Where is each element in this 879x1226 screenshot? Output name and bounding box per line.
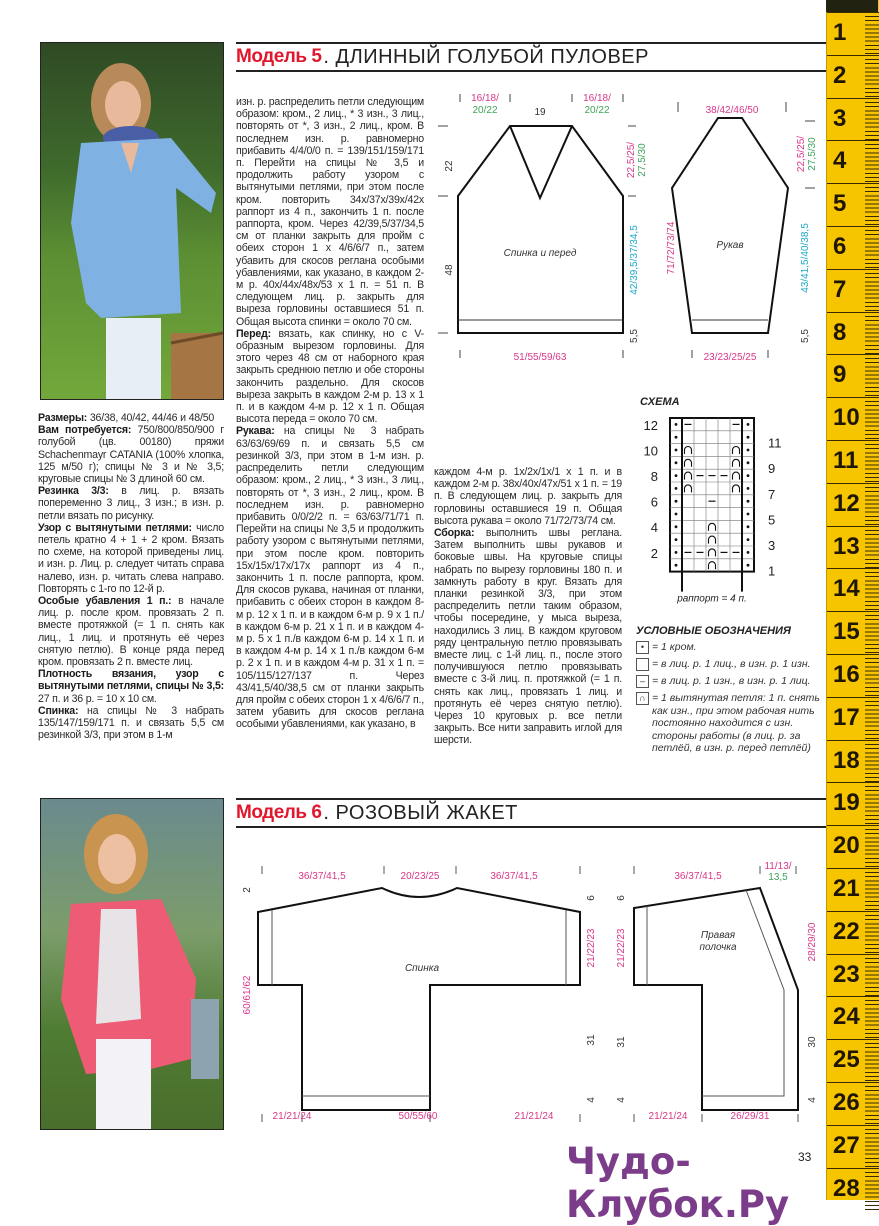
ruler-cell	[827, 911, 879, 954]
dim-top: 38/42/46/50	[705, 105, 759, 116]
selvage-dot-icon: •	[636, 641, 649, 654]
ruler-cell	[827, 782, 879, 825]
ruler-cell	[827, 868, 879, 911]
dim-right-mid: 43/41,5/40/38,5	[800, 223, 811, 293]
paragraph: каждом 4-м р. 1х/2х/1х/1 х 1 п. и в каждом 2-м р. 38х/40х/47х/51 х 1 п. = 19 п. В следующем лиц. р. закрыть для горловины оставшиеся 19 п. Общая высота рукава = около 71/72/73/74 см.	[434, 466, 622, 527]
pattern-label: Спинка	[404, 963, 440, 974]
dim-right-low: 5,5	[629, 329, 640, 343]
selvage-dot-icon	[675, 564, 678, 567]
row-number: 8	[650, 469, 658, 484]
ruler-number: 9	[833, 361, 847, 389]
selvage-dot-icon	[747, 423, 750, 426]
selvage-dot-icon	[747, 436, 750, 439]
legend	[636, 625, 826, 759]
selvage-dot-icon	[675, 551, 678, 554]
ruler-number: 5	[833, 190, 847, 218]
paragraph: Размеры: 36/38, 40/42, 44/46 и 48/50	[38, 412, 215, 424]
dim-right-band: 4	[807, 1097, 818, 1103]
front-outline	[634, 888, 798, 1110]
ruler-number: 13	[833, 532, 860, 560]
elongated-loop-icon: ∩	[636, 692, 649, 705]
site-watermark: Чудо-Клубок.Ру	[566, 1140, 790, 1226]
ruler-ticks	[865, 612, 879, 654]
dim-right-upper-2: 27,5/30	[807, 137, 818, 171]
dim-right-body: 31	[586, 1034, 597, 1046]
ruler-cell	[827, 354, 879, 397]
ruler-ticks	[865, 527, 879, 569]
ruler-number: 19	[833, 789, 860, 817]
dim-right-mid: 42/39,5/37/34,5	[629, 225, 640, 295]
ruler-cell	[827, 740, 879, 783]
paragraph: Особые убавления 1 п.: в начале лиц. р. после кром. провязать 2 п. вместе протяжкой (= 1 п. снять как лиц., 1 лиц. и протянуть её через снятую петлю). В конце ряда перед кром. провязать 2 п. вместе лиц.	[38, 595, 224, 669]
ruler-cell	[827, 55, 879, 98]
ruler-cell	[827, 825, 879, 868]
dim-bottom-left: 21/21/24	[648, 1111, 688, 1122]
ruler-ticks	[865, 99, 879, 141]
dim-total-height: 60/61/62	[242, 975, 253, 1015]
model5-title: . ДЛИННЫЙ ГОЛУБОЙ ПУЛОВЕР	[323, 45, 649, 68]
ruler-number: 7	[833, 275, 847, 303]
paragraph: Сборка: выполнить швы реглана. Затем выполнить швы рукавов и боковые швы. На круговые спицы набрать по вырезу горловины 180 п. и замкнуть работу в круг. Вязать для планки резинкой 3/3, при этом распределить петли таким образом, чтобы посередине, у мыса выреза, находились 3 лиц. В каждом круговом ряду центральную петлю провязывать вместе лиц. с 1-й лиц. п., после этого получившуюся петлю провязывать вместе с 3-й лиц. п. протяжкой (= 1 п. снять как лиц., провязать 1 лиц. и протянуть её через снятую петлю). Через 10 круговых р. все петли закрыть. Все нити заправить иглой для шерсти.	[434, 527, 622, 747]
right-front-pattern-diagram	[610, 860, 826, 1125]
dim-right-upper-2: 27,5/30	[637, 143, 648, 177]
page-number: 33	[798, 1150, 812, 1164]
dim-bottom-left: 21/21/24	[272, 1111, 312, 1122]
selvage-dot-icon	[675, 423, 678, 426]
ruler-cell	[827, 1082, 879, 1125]
model6-title-bar	[236, 798, 826, 828]
chart-title: СХЕМА	[640, 396, 680, 408]
paragraph: Спинка: на спицы № 3 набрать 135/147/159/171 п. и связать 5,5 см резинкой 3/3, при этом в 1-м	[38, 704, 224, 742]
dim-left-upper: 22	[444, 160, 455, 172]
row-number: 4	[650, 520, 658, 536]
dim-neck-width: 19	[534, 107, 546, 118]
ruler-ticks	[865, 869, 879, 911]
dim-top-left: 36/37/41,5	[298, 871, 346, 882]
ruler-cell	[827, 954, 879, 997]
ruler-number: 28	[833, 1174, 860, 1202]
model6-photo	[40, 798, 224, 1130]
selvage-dot-icon	[747, 564, 750, 567]
selvage-dot-icon	[747, 487, 750, 490]
ruler-cell	[827, 183, 879, 226]
dim-right-upper: 28/29/30	[807, 922, 818, 962]
ruler-number: 24	[833, 1003, 860, 1031]
ruler-cell	[827, 269, 879, 312]
body-outline	[458, 126, 623, 333]
dim-right-low: 5,5	[800, 329, 811, 343]
ruler-cell	[827, 140, 879, 183]
selvage-dot-icon	[747, 474, 750, 477]
ruler-ticks	[865, 826, 879, 868]
row-number: 6	[650, 494, 658, 510]
ruler-number: 21	[833, 875, 860, 902]
selvage-dot-icon	[675, 538, 678, 541]
model5-photo	[40, 42, 224, 400]
ruler-ticks	[865, 441, 879, 483]
back-pattern-diagram	[232, 860, 612, 1125]
ruler-cell	[827, 397, 879, 440]
selvage-dot-icon	[675, 500, 678, 503]
pattern-label: Спинка и перед	[503, 248, 577, 259]
selvage-dot-icon	[747, 513, 750, 516]
ruler-cell	[827, 12, 879, 55]
ruler-ticks	[865, 313, 879, 355]
ruler-number: 3	[833, 104, 847, 132]
dim-top-left-1: 16/18/	[471, 93, 499, 104]
row-number: 9	[768, 461, 776, 477]
legend-item: = в лиц. р. 1 лиц., в изн. р. 1 изн.	[636, 658, 826, 671]
dim-top-right-2: 20/22	[584, 105, 610, 116]
ruler-ticks	[865, 741, 879, 783]
ruler-cell	[827, 312, 879, 355]
model6-number: Модель 6	[236, 802, 322, 823]
ruler-ticks	[865, 141, 879, 183]
ruler-ticks	[865, 1040, 879, 1082]
dim-top-left: 36/37/41,5	[674, 871, 722, 882]
paragraph: Плотность вязания, узор с вытянутыми петлями, спицы № 3,5: 27 п. и 36 р. = 10 х 10 см.	[38, 668, 224, 705]
dim-bottom-mid: 50/55/60	[398, 1111, 438, 1122]
paragraph: Рукава: на спицы № 3 набрать 63/63/69/69 п. и связать 5,5 см резинкой 3/3, при этом в 1-м изн. р. распределить петли следующим образом: кром., 2 лиц., * 3 изн., 3 лиц., повторять от *, 3 изн., 2 лиц., кром. В последнем изн. р. равномерно прибавить 0/0/2/2 п. = 63/63/71/71 п. Перейти на спицы № 3,5 и продолжить работу узором с вытянутыми петлями, при этом после кром. повторить 15х/15х/17х/17х раппорт из 4 п., закончить 1 п. после раппорта, кром. Для скосов рукава, начиная от планки, прибавить с обеих сторон в каждом 8-м р. 12 х 1 п. и в каждом 6-м р. 9 х 1 п./в каждом 6-м р. 21 х 1 п. и в каждом 4-м р. 5 х 1 п./в каждом 6-м р. 14 х 1 п. и в каждом 4-м р. 14 х 1 п./в каждом 6-м р. 2 х 1 п. и в каждом 4-м р. 31 х 1 п. = 105/115/127/137 п. Через 43/41,5/40/38,5 см от планки закрыть для пройм с обеих сторон 1 х 4/6/6/7 п., затем убавить для скосов реглана особыми убавлениями, как указано, в	[236, 425, 424, 731]
ruler-ticks	[865, 783, 879, 825]
ruler-number: 26	[833, 1089, 860, 1116]
paragraph: Узор с вытянутыми петлями: число петель кратно 4 + 1 + 2 кром. Вязать по схеме, на которой приведены лиц. и изн. р. Лиц. р. следует читать справа налево, изн. р. читать слева направо. Повторять с 1-го по 12-й р.	[38, 521, 224, 595]
row-number: 7	[768, 486, 776, 502]
ruler-number: 14	[833, 575, 860, 603]
ruler-number: 6	[833, 233, 847, 260]
ruler-number: 25	[833, 1046, 860, 1074]
ruler-number: 20	[833, 832, 860, 860]
dim-right-top: 6	[586, 895, 597, 901]
paragraph: изн. р. распределить петли следующим образом: кром., 2 лиц., * 3 изн., 3 лиц., повторять от *, 3 изн., 2 лиц., кром. В последнем изн. р. равномерно прибавить 4/4/0/0 п. = 139/151/159/171 п. Перейти на спицы № 3,5 и продолжить работу узором с вытянутыми петлями, при этом после кром. повторить 34х/37х/39х/42х раппорт из 4 п., закончить 1 п. после раппорта, кром. Через 42/39,5/37/34,5 см от планки закрыть для пройм с обеих сторон 1 х 4/6/6/7 п., затем убавить для скосов реглана особыми убавлениями, как указано, в каждом 2-м р. 40х/44х/48х/53 х 1 п. = 51 п. В следующем лиц. р. закрыть для выреза горловины оставшиеся 51 п. Общая высота спинки = около 70 см.	[236, 96, 425, 328]
ruler-number: 2	[833, 61, 847, 89]
dim-neck-depth: 2	[242, 887, 253, 893]
selvage-dot-icon	[675, 449, 678, 452]
dim-right-upper-1: 22,5/25/	[796, 135, 807, 173]
paragraph: Резинка 3/3: в лиц. р. вязать попеременно 3 лиц., 3 изн.; в изн. р. петли вязать по рисунку.	[38, 485, 224, 522]
ruler-cell	[827, 611, 879, 654]
dim-top-right-1: 11/13/	[764, 861, 792, 872]
dim-top-right-2: 13,5	[768, 872, 788, 883]
ruler-cell	[827, 526, 879, 569]
pattern-label-1: Правая	[700, 930, 736, 941]
ruler-top-cap	[826, 0, 878, 12]
body-pattern-diagram	[430, 88, 648, 368]
dim-right-sleeve: 21/22/23	[586, 928, 597, 968]
ruler-number: 16	[833, 661, 860, 688]
ruler-ticks	[865, 184, 879, 226]
ruler-number: 15	[833, 618, 860, 646]
ruler-number: 17	[833, 703, 860, 731]
model5-text-col2	[236, 96, 424, 731]
dim-right-upper-1: 22,5/25/	[626, 141, 637, 179]
dim-bottom-right: 26/29/31	[730, 1111, 770, 1122]
dim-right-lower: 30	[807, 1036, 818, 1048]
paragraph: Перед: вязать, как спинку, но с V-образным вырезом горловины. Для этого через 48 см от наборного края закрыть среднюю петлю и обе стороны закончить раздельно. Для скосов выреза закрыть в каждом 2-м р. 13 х 1 п. и в каждом 4-м р. 12 х 1 п. Общая высота переда = около 70 см.	[236, 327, 424, 426]
woman-pink-jacket-illustration	[41, 799, 223, 1129]
ruler-cell	[827, 226, 879, 269]
sleeve-outline	[672, 118, 788, 333]
ruler-ticks	[865, 484, 879, 526]
dim-neck: 20/23/25	[400, 871, 440, 882]
v-neck-line	[510, 126, 572, 198]
woman-blue-sweater-illustration	[41, 43, 223, 399]
ruler-ticks	[865, 655, 879, 697]
ruler-ticks	[865, 355, 879, 397]
ruler-number: 22	[833, 917, 860, 945]
ruler-ticks	[865, 1083, 879, 1125]
selvage-dot-icon	[747, 525, 750, 528]
dim-top-right: 36/37/41,5	[490, 871, 538, 882]
ruler-number: 11	[833, 447, 859, 474]
model5-number: Модель 5	[236, 46, 322, 67]
ruler-number: 18	[833, 746, 860, 774]
back-outline	[258, 888, 580, 1110]
row-number: 2	[650, 545, 658, 561]
selvage-dot-icon	[747, 538, 750, 541]
ruler-ticks	[865, 698, 879, 740]
selvage-dot-icon	[747, 461, 750, 464]
sleeve-pattern-diagram	[640, 88, 826, 368]
ruler-ticks	[865, 56, 879, 98]
selvage-dot-icon	[675, 474, 678, 477]
dim-left-lower: 48	[444, 264, 455, 276]
model5-text-col3	[434, 466, 622, 747]
legend-item: – = в лиц. р. 1 изн., в изн. р. 1 лиц.	[636, 675, 826, 688]
legend-item: • = 1 кром.	[636, 641, 826, 654]
dim-bottom-right: 21/21/24	[514, 1111, 554, 1122]
selvage-dot-icon	[675, 487, 678, 490]
measuring-tape-ruler	[826, 0, 879, 1200]
dim-left-body: 31	[616, 1036, 627, 1048]
dim-left-sleeve: 21/22/23	[616, 928, 627, 968]
ruler-number: 8	[833, 318, 847, 346]
ruler-ticks	[865, 912, 879, 954]
ruler-ticks	[865, 955, 879, 997]
ruler-number: 12	[833, 489, 860, 517]
model6-title: . РОЗОВЫЙ ЖАКЕТ	[323, 801, 518, 824]
ruler-number: 4	[833, 147, 847, 175]
dim-left-top: 6	[616, 895, 627, 901]
row-number: 3	[768, 538, 776, 553]
ruler-ticks	[865, 398, 879, 440]
dim-bottom: 23/23/25/25	[703, 352, 757, 363]
dim-top-right-1: 16/18/	[583, 93, 611, 104]
pattern-label: Рукав	[716, 240, 744, 251]
selvage-dot-icon	[747, 500, 750, 503]
legend-title: УСЛОВНЫЕ ОБОЗНАЧЕНИЯ	[636, 625, 791, 637]
dim-bottom: 51/55/59/63	[513, 352, 567, 363]
ruler-cell	[827, 654, 879, 697]
selvage-dot-icon	[675, 525, 678, 528]
row-number: 10	[643, 443, 658, 459]
ruler-cell	[827, 568, 879, 611]
ruler-number: 1	[833, 19, 847, 46]
selvage-dot-icon	[747, 449, 750, 452]
ruler-number: 23	[833, 960, 860, 988]
selvage-dot-icon	[747, 551, 750, 554]
ruler-cell	[827, 697, 879, 740]
model5-title-bar	[236, 42, 826, 72]
dash-box-icon: –	[636, 675, 649, 688]
selvage-dot-icon	[675, 436, 678, 439]
empty-box-icon	[636, 658, 649, 671]
ruler-ticks	[865, 13, 879, 55]
row-number: 12	[643, 417, 658, 433]
ruler-cell	[827, 996, 879, 1039]
pattern-label-2: полочка	[699, 942, 737, 953]
row-number: 11	[768, 435, 782, 451]
ruler-number: 10	[833, 404, 860, 432]
selvage-dot-icon	[675, 461, 678, 464]
paragraph: Вам потребуется: 750/800/850/900 г голубой (цв. 00180) пряжи Schachenmayr CATANIA (100% хлопка, 125 м/50 г); спицы № 3 и № 3,5; круговые спицы № 3 длиной 60 см.	[38, 424, 224, 486]
ruler-ticks	[865, 569, 879, 611]
ruler-cell	[827, 483, 879, 526]
dim-left-band: 4	[616, 1097, 627, 1103]
ruler-ticks	[865, 997, 879, 1039]
dim-left: 71/72/73/74	[666, 221, 677, 275]
repeat-label: раппорт = 4 п.	[677, 593, 747, 605]
ruler-ticks	[865, 227, 879, 269]
stitch-chart	[640, 410, 790, 605]
ruler-cell	[827, 1039, 879, 1082]
selvage-dot-icon	[675, 513, 678, 516]
ruler-ticks	[865, 270, 879, 312]
row-number: 5	[768, 512, 776, 528]
row-number: 1	[768, 563, 776, 579]
dim-right-band: 4	[586, 1097, 597, 1103]
model5-text-col1	[38, 412, 224, 741]
ruler-number: 27	[833, 1131, 860, 1159]
ruler-cell	[827, 440, 879, 483]
dim-top-left-2: 20/22	[472, 105, 498, 116]
ruler-cell	[827, 98, 879, 141]
legend-item: ∩ = 1 вытянутая петля: 1 п. снять как изн., при этом рабочая нить постоянно находится с изн. стороны работы (в лиц. р. за петлёй, в изн. р. перед петлёй)	[636, 692, 826, 755]
